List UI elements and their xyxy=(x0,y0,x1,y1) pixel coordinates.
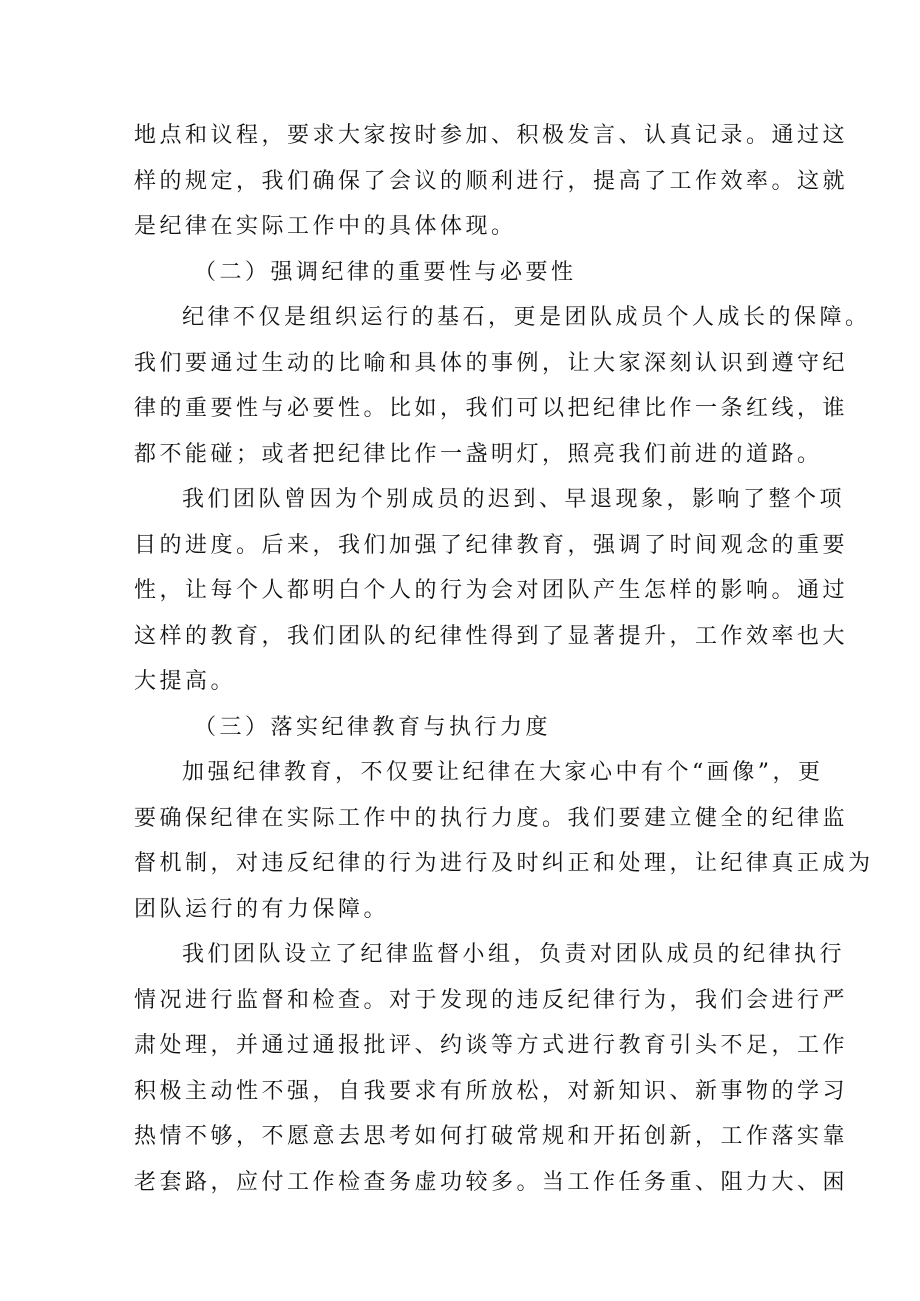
document-body xyxy=(134,113,874,1205)
text-line: 情况进行监督和检查。对于发现的违反纪律行为，我们会进行严 xyxy=(134,987,849,1013)
text-line: 要确保纪律在实际工作中的执行力度。我们要建立健全的纪律监 xyxy=(134,805,849,831)
text-line: 肃处理，并通过通报批评、约谈等方式进行教育引头不足，工作 xyxy=(134,1033,849,1058)
text-line: 都不能碰；或者把纪律比作一盏明灯，照亮我们前进的道路。 xyxy=(134,441,823,467)
text-line: 团队运行的有力保障。 xyxy=(134,896,390,922)
text-line: 积极主动性不强，自我要求有所放松，对新知识、新事物的学习 xyxy=(134,1078,849,1104)
text-line: 性，让每个人都明白个人的行为会对团队产生怎样的影响。通过 xyxy=(134,578,849,603)
text-line: 我们要通过生动的比喻和具体的事例，让大家深刻认识到遵守纪 xyxy=(134,350,849,376)
section-heading: （二）强调纪律的重要性与必要性 xyxy=(194,259,577,285)
text-line: 是纪律在实际工作中的具体体现。 xyxy=(134,214,517,239)
text-line: 热情不够，不愿意去思考如何打破常规和开拓创新，工作落实靠 xyxy=(134,1124,849,1149)
text-line: 律的重要性与必要性。比如，我们可以把纪律比作一条红线，谁 xyxy=(134,396,849,421)
text-line: 督机制，对违反纪律的行为进行及时纠正和处理，让纪律真正成为 xyxy=(134,851,874,876)
text-line: 这样的教育，我们团队的纪律性得到了显著提升，工作效率也大 xyxy=(134,623,849,649)
text-line: 目的进度。后来，我们加强了纪律教育，强调了时间观念的重要 xyxy=(134,532,849,558)
text-line: 加强纪律教育，不仅要让纪律在大家心中有个“画像”，更 xyxy=(182,760,824,785)
text-line: 样的规定，我们确保了会议的顺利进行，提高了工作效率。这就 xyxy=(134,168,849,194)
text-line: 我们团队曾因为个别成员的迟到、早退现象，影响了整个项 xyxy=(182,487,846,512)
text-line: 纪律不仅是组织运行的基石，更是团队成员个人成长的保障。 xyxy=(182,305,871,330)
section-heading: （三）落实纪律教育与执行力度 xyxy=(194,714,552,740)
text-line: 我们团队设立了纪律监督小组，负责对团队成员的纪律执行 xyxy=(182,942,846,967)
text-line: 大提高。 xyxy=(134,669,237,694)
text-line: 地点和议程，要求大家按时参加、积极发言、认真记录。通过这 xyxy=(134,123,849,148)
text-line: 老套路，应付工作检查务虚功较多。当工作任务重、阻力大、困 xyxy=(134,1169,849,1195)
